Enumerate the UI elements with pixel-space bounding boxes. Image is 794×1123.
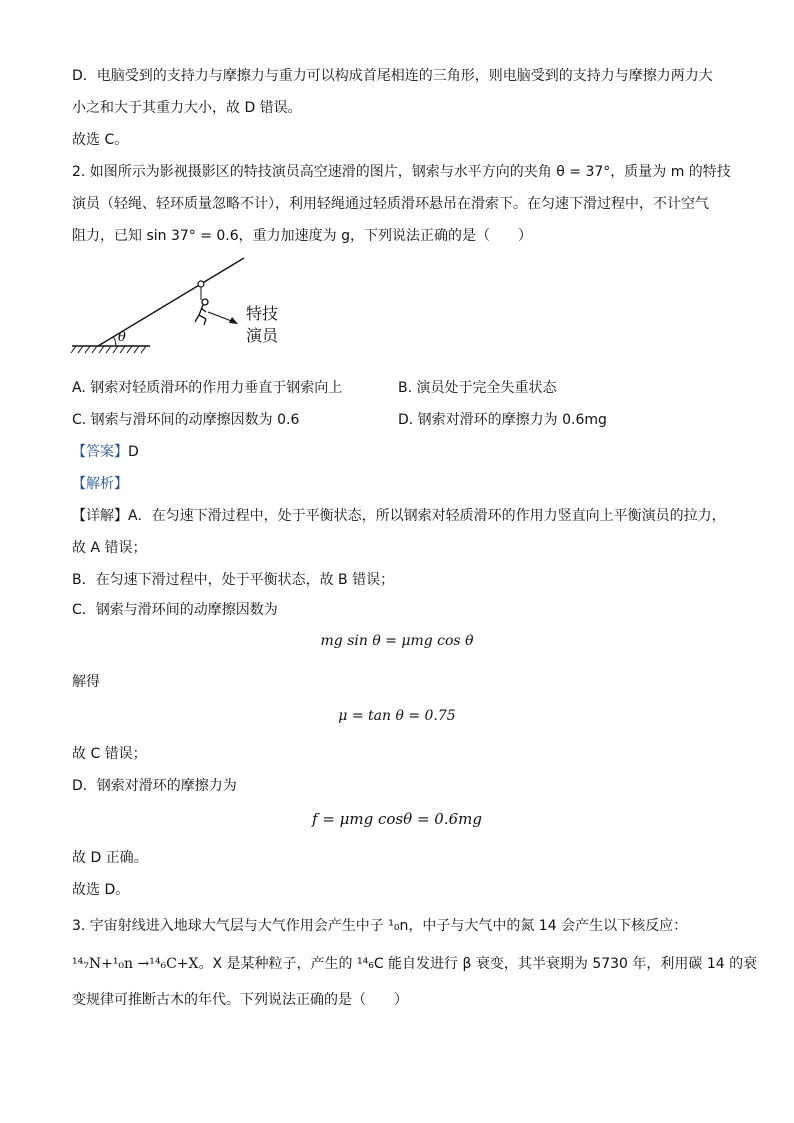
equation-1: mg sin θ = μmg cos θ xyxy=(320,633,474,649)
detail-a-text: A．在匀速下滑过程中，处于平衡状态，所以钢索对轻质滑环的作用力竖直向上平衡演员的拉力， xyxy=(128,508,726,524)
text-line: C．钢索与滑环间的动摩擦因数为 xyxy=(72,602,278,618)
equation-3: f = μmg cosθ = 0.6mg xyxy=(312,810,482,828)
answer-line xyxy=(72,442,139,462)
text-line: 故 D 正确。 xyxy=(72,850,148,866)
arrow-line xyxy=(208,312,234,322)
nuclear-reaction: ¹⁴₇N+¹₀n →¹⁴₆C+X xyxy=(72,956,199,972)
text-line: D．钢索对滑环的摩擦力为 xyxy=(72,778,237,794)
slide-ring xyxy=(198,281,204,287)
question-2-stem: 阻力，已知 sin 37° = 0.6，重力加速度为 g，下列说法正确的是（ ） xyxy=(72,228,533,244)
question-2-stem: 2. 如图所示为影视摄影区的特技演员高空速滑的图片，钢索与水平方向的夹角 θ = 37°，质量为 m 的特技 xyxy=(72,164,731,180)
text-line: 故选 C。 xyxy=(72,132,129,148)
text-line: 故 C 错误； xyxy=(72,746,147,762)
text-line: 故 A 错误； xyxy=(72,540,147,556)
text-line: B．在匀速下滑过程中，处于平衡状态，故 B 错误； xyxy=(72,572,395,588)
question-2-stem: 演员（轻绳、轻环质量忽略不计），利用轻绳通过轻质滑环悬吊在滑索下。在匀速下滑过程中，不计空气 xyxy=(72,196,709,212)
option-a: A. 钢索对轻质滑环的作用力垂直于钢索向上 xyxy=(72,380,343,396)
option-b: B. 演员处于完全失重状态 xyxy=(398,380,557,396)
text-line: 故选 D。 xyxy=(72,882,130,898)
figure-label-line: 特技 xyxy=(246,304,279,323)
question-3-stem xyxy=(72,954,757,974)
text-line: D．电脑受到的支持力与摩擦力与重力可以构成首尾相连的三角形，则电脑受到的支持力与摩擦力两力大 xyxy=(72,68,713,84)
performer-figure xyxy=(195,299,208,325)
question-3-stem: 变规律可推断古木的年代。下列说法正确的是（ ） xyxy=(72,992,408,1008)
angle-arc xyxy=(114,337,117,346)
angle-label: θ xyxy=(118,330,126,345)
figure-label xyxy=(246,303,278,347)
equation-2: μ = tan θ = 0.75 xyxy=(338,708,456,724)
text-line: 小之和大于其重力大小，故 D 错误。 xyxy=(72,100,302,116)
detail-line xyxy=(72,506,726,526)
figure-label-line: 演员 xyxy=(246,326,279,345)
ground-hatch xyxy=(71,346,146,353)
arrow-head xyxy=(229,317,238,324)
text-line: 解得 xyxy=(72,674,100,690)
answer-tag: 【答案】 xyxy=(72,444,128,460)
answer-value: D xyxy=(128,444,139,460)
option-d: D. 钢索对滑环的摩擦力为 0.6mg xyxy=(398,412,607,428)
question-3-stem: 3. 宇宙射线进入地球大气层与大气作用会产生中子 ¹₀n，中子与大气中的氮 14 会产生以下核反应： xyxy=(72,918,688,934)
option-c: C. 钢索与滑环间的动摩擦因数为 0.6 xyxy=(72,412,300,428)
detail-tag: 【详解】 xyxy=(72,508,128,524)
analysis-tag: 【解析】 xyxy=(72,476,128,492)
question-3-text: 。X 是某种粒子，产生的 ¹⁴₆C 能自发进行 β 衰变，其半衰期为 5730 年，利用碳 14 的衰 xyxy=(198,956,758,972)
